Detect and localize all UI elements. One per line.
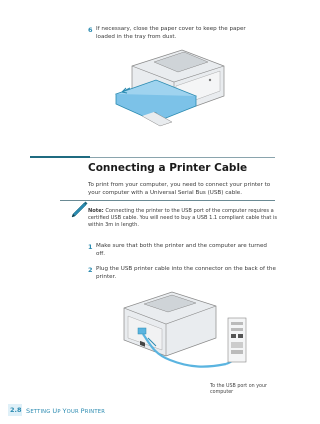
step-text: Plug the USB printer cable into the connector on the back of the printer. <box>96 266 276 280</box>
step-number: 1 <box>88 243 93 251</box>
intro-paragraph: To print from your computer, you need to connect your printer to your computer with a Universal Serial Bus (USB) cable. <box>88 182 271 196</box>
printer-usb-illustration <box>110 286 278 382</box>
note-label: Note: <box>88 208 104 214</box>
footer-title-part: P <box>57 409 63 415</box>
step-number: 2 <box>88 266 93 274</box>
footer-title-part: OUR <box>66 409 81 415</box>
section-title: Connecting a Printer Cable <box>88 162 248 174</box>
footer-title-part: U <box>52 407 58 415</box>
step-number: 6 <box>88 26 93 34</box>
footer-title-part: P <box>80 407 85 415</box>
heading-rule-dark <box>30 156 90 158</box>
footer-title-part: S <box>26 407 31 415</box>
footer-chapter-title <box>26 407 105 415</box>
note-paragraph <box>88 208 278 228</box>
footer-title-part: Y <box>62 407 67 415</box>
footer-title-part: ETTING <box>30 409 53 415</box>
footer-title-part: RINTER <box>84 409 105 415</box>
footer-page-number: 2.8 <box>10 406 22 414</box>
note-body: Connecting the printer to the USB port of the computer requires a certified USB cable. You will need to buy a USB 1.1 compliant cable that is within 3m in length. <box>88 208 278 228</box>
note-rule <box>60 200 275 201</box>
step-text: If necessary, close the paper cover to keep the paper loaded in the tray from dust. <box>96 26 246 40</box>
step-text: Make sure that both the printer and the computer are turned off. <box>96 243 267 257</box>
figure-caption: To the USB port on your computer <box>210 384 267 396</box>
printer-illustration-paper-cover <box>112 44 230 132</box>
note-pencil-icon <box>70 201 90 219</box>
heading-rule-light <box>90 157 275 158</box>
